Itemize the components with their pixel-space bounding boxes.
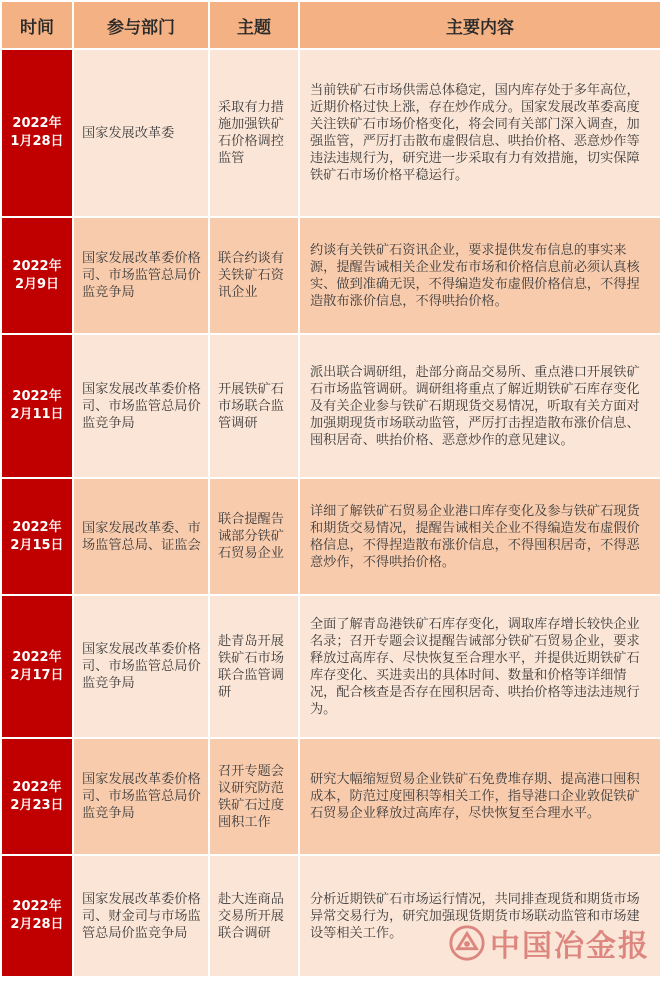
watermark	[448, 921, 650, 965]
table-row	[2, 739, 660, 854]
header-topic: 主题	[210, 2, 298, 48]
table-row	[2, 218, 660, 333]
header-time: 时间	[2, 2, 72, 48]
header-department: 参与部门	[74, 2, 208, 48]
topic-cell: 采取有力措施加强铁矿石价格调控监管	[210, 50, 298, 216]
date-cell	[2, 50, 72, 216]
table-row	[2, 335, 660, 477]
topic-cell: 赴大连商品交易所开展联合调研	[210, 856, 298, 976]
metallurgy-news-logo-icon	[448, 924, 486, 962]
content-cell: 详细了解铁矿石贸易企业港口库存变化及参与铁矿石现货和期货交易情况，提醒告诫相关企业不得编造发布虚假价格信息，不得捏造散布涨价信息，不得囤积居奇，不得恶意炒作，不得哄抬价格。	[300, 479, 660, 594]
department-cell: 国家发展改革委价格司、市场监管总局价监竞争局	[74, 218, 208, 333]
content-cell: 当前铁矿石市场供需总体稳定，国内库存处于多年高位，近期价格过快上涨，存在炒作成分。国家发展改革委高度关注铁矿石市场价格变化，将会同有关部门深入调查，加强监管，严厉打击散布虚假信息、哄抬价格、恶意炒作等违法违规行为，研究进一步采取有力有效措施，切实保障铁矿石市场价格平稳运行。	[300, 50, 660, 216]
department-cell: 国家发展改革委价格司、市场监管总局价监竞争局	[74, 739, 208, 854]
date-day: 2月11日	[10, 407, 64, 422]
table-row	[2, 479, 660, 594]
date-year: 2022年	[12, 779, 62, 795]
topic-cell: 赴青岛开展铁矿石市场联合监管调研	[210, 596, 298, 737]
content-cell: 派出联合调研组，赴部分商品交易所、重点港口开展铁矿石市场监管调研。调研组将重点了解近期铁矿石库存变化及有关企业参与铁矿石期现货交易情况，听取有关方面对加强期现货市场联动监管，严厉打击捏造散布涨价信息、囤积居奇、哄抬价格、恶意炒作的意见建议。	[300, 335, 660, 477]
date-year: 2022年	[12, 389, 62, 404]
date-day: 2月15日	[10, 537, 64, 553]
date-year: 2022年	[12, 116, 62, 131]
department-cell: 国家发展改革委价格司、市场监管总局价监竞争局	[74, 596, 208, 737]
date-cell	[2, 596, 72, 737]
table-row	[2, 50, 660, 216]
department-cell: 国家发展改革委价格司、市场监管总局价监竞争局	[74, 335, 208, 477]
date-cell	[2, 479, 72, 594]
content-cell: 约谈有关铁矿石资讯企业，要求提供发布信息的事实来源，提醒告诫相关企业发布市场和价格信息前必须认真核实、做到准确无误，不得编造发布虚假价格信息，不得捏造散布涨价信息，不得哄抬价格。	[300, 218, 660, 333]
department-cell: 国家发展改革委	[74, 50, 208, 216]
department-cell: 国家发展改革委价格司、财金司与市场监管总局价监竞争局	[74, 856, 208, 976]
content-cell: 分析近期铁矿石市场运行情况，共同排查现货和期货市场异常交易行为，研究加强现货期货市场联动监管和市场建设等相关工作。	[300, 856, 660, 976]
topic-cell: 开展铁矿石市场联合监管调研	[210, 335, 298, 477]
date-cell	[2, 218, 72, 333]
content-cell: 全面了解青岛港铁矿石库存变化，调取库存增长较快企业名录；召开专题会议提醒告诫部分铁矿石贸易企业，要求释放过高库存、尽快恢复至合理水平，并提供近期铁矿石库存变化、买进卖出的具体时间、数量和价格等详细情况，配合核查是否存在囤积居奇、哄抬价格等违法违规行为。	[300, 596, 660, 737]
date-year: 2022年	[12, 258, 62, 274]
date-cell	[2, 856, 72, 976]
table-header-row	[2, 2, 660, 48]
date-year: 2022年	[12, 519, 62, 535]
date-day: 2月28日	[10, 917, 64, 932]
topic-cell: 联合约谈有关铁矿石资讯企业	[210, 218, 298, 333]
content-cell: 研究大幅缩短贸易企业铁矿石免费堆存期、提高港口囤积成本，防范过度囤积等相关工作，指导港口企业敦促铁矿石贸易企业释放过高库存，尽快恢复至合理水平。	[300, 739, 660, 854]
date-day: 2月23日	[10, 797, 64, 813]
date-year: 2022年	[12, 899, 62, 914]
date-day: 2月9日	[14, 276, 60, 292]
department-cell: 国家发展改革委、市场监管总局、证监会	[74, 479, 208, 594]
topic-cell: 召开专题会议研究防范铁矿石过度囤积工作	[210, 739, 298, 854]
table-row	[2, 596, 660, 737]
date-day: 1月28日	[10, 134, 64, 149]
date-day: 2月17日	[10, 667, 64, 683]
date-cell	[2, 335, 72, 477]
header-content: 主要内容	[300, 2, 660, 48]
date-cell	[2, 739, 72, 854]
watermark-text: 中国冶金报	[490, 929, 650, 964]
date-year: 2022年	[12, 649, 62, 665]
topic-cell: 联合提醒告诫部分铁矿石贸易企业	[210, 479, 298, 594]
